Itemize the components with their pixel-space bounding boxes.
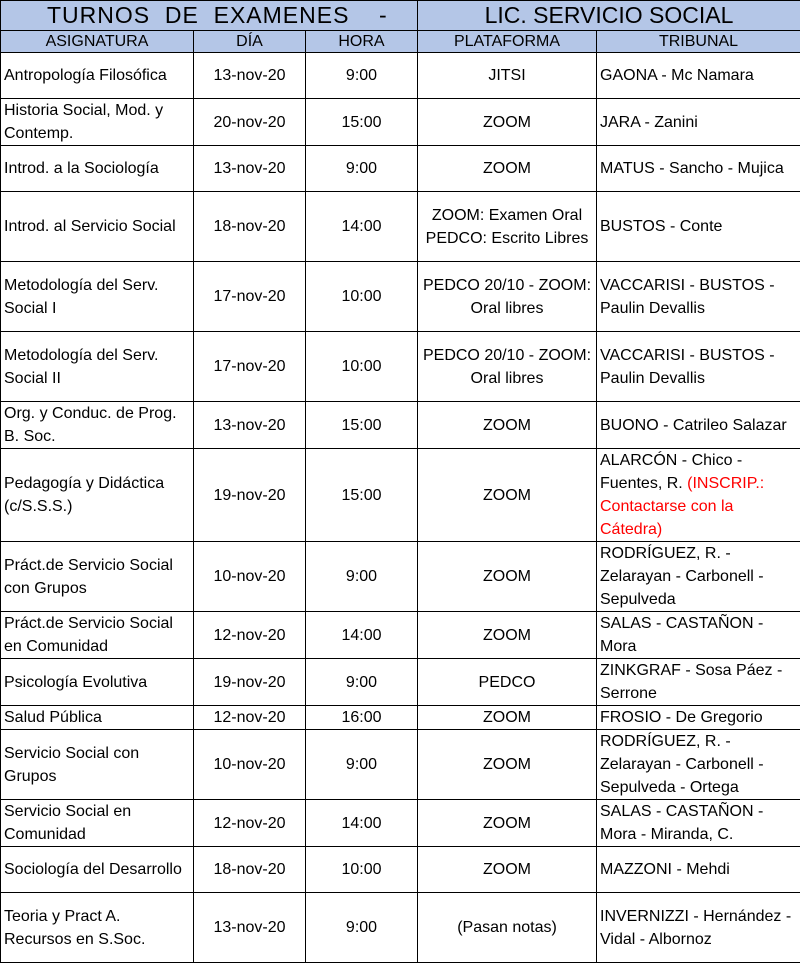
cell-plataforma bbox=[418, 146, 597, 192]
cell-dia-text: 19-nov-20 bbox=[213, 674, 285, 691]
cell-tribunal-text: BUONO - Catrileo Salazar bbox=[600, 417, 787, 434]
cell-asignatura bbox=[1, 449, 194, 542]
cell-dia-text: 12-nov-20 bbox=[213, 627, 285, 644]
cell-tribunal bbox=[597, 99, 800, 146]
cell-dia bbox=[194, 192, 306, 262]
cell-dia bbox=[194, 146, 306, 192]
cell-plataforma bbox=[418, 730, 597, 800]
cell-tribunal bbox=[597, 53, 800, 99]
cell-tribunal bbox=[597, 449, 800, 542]
cell-plataforma bbox=[418, 659, 597, 706]
cell-plataforma-text: PEDCO 20/10 - ZOOM: Oral libres bbox=[423, 347, 591, 387]
cell-hora-text: 15:00 bbox=[341, 114, 381, 131]
cell-plataforma-text: JITSI bbox=[488, 67, 525, 84]
table-body bbox=[1, 53, 800, 963]
cell-hora-text: 15:00 bbox=[341, 487, 381, 504]
table-row bbox=[1, 402, 800, 449]
column-header-plataforma: PLATAFORMA bbox=[418, 31, 597, 53]
cell-asignatura bbox=[1, 192, 194, 262]
cell-plataforma bbox=[418, 53, 597, 99]
cell-asignatura-text: Org. y Conduc. de Prog. B. Soc. bbox=[4, 405, 177, 445]
cell-dia bbox=[194, 847, 306, 893]
cell-plataforma-text: (Pasan notas) bbox=[457, 919, 557, 936]
cell-asignatura bbox=[1, 800, 194, 847]
cell-plataforma bbox=[418, 800, 597, 847]
cell-tribunal-text: BUSTOS - Conte bbox=[600, 218, 722, 235]
cell-plataforma-text: ZOOM bbox=[483, 487, 531, 504]
cell-asignatura-text: Introd. a la Sociología bbox=[4, 160, 159, 177]
cell-hora-text: 10:00 bbox=[341, 861, 381, 878]
cell-plataforma-text: ZOOM bbox=[483, 160, 531, 177]
cell-dia-text: 18-nov-20 bbox=[213, 861, 285, 878]
cell-plataforma bbox=[418, 449, 597, 542]
cell-asignatura bbox=[1, 99, 194, 146]
cell-tribunal bbox=[597, 847, 800, 893]
cell-hora bbox=[306, 332, 418, 402]
cell-tribunal-text: ALARCÓN - Chico - Fuentes, R. bbox=[600, 452, 742, 492]
cell-asignatura-text: Pedagogía y Didáctica (c/S.S.S.) bbox=[4, 475, 164, 515]
cell-asignatura-text: Psicología Evolutiva bbox=[4, 674, 147, 691]
cell-plataforma bbox=[418, 192, 597, 262]
cell-asignatura-text: Servicio Social en Comunidad bbox=[4, 803, 131, 843]
cell-tribunal bbox=[597, 730, 800, 800]
cell-plataforma bbox=[418, 612, 597, 659]
cell-asignatura bbox=[1, 542, 194, 612]
cell-tribunal-text: SALAS - CASTAÑON - Mora - Miranda, C. bbox=[600, 803, 763, 843]
cell-plataforma-text: ZOOM bbox=[483, 568, 531, 585]
cell-dia bbox=[194, 449, 306, 542]
cell-plataforma bbox=[418, 332, 597, 402]
cell-tribunal bbox=[597, 542, 800, 612]
cell-hora-text: 16:00 bbox=[341, 709, 381, 726]
cell-dia bbox=[194, 659, 306, 706]
cell-hora-text: 10:00 bbox=[341, 358, 381, 375]
cell-dia-text: 12-nov-20 bbox=[213, 815, 285, 832]
cell-tribunal-text: FROSIO - De Gregorio bbox=[600, 709, 763, 726]
cell-tribunal bbox=[597, 146, 800, 192]
cell-asignatura-text: Metodología del Serv. Social II bbox=[4, 347, 158, 387]
cell-asignatura-text: Antropología Filosófica bbox=[4, 67, 167, 84]
cell-asignatura-text: Servicio Social con Grupos bbox=[4, 745, 139, 785]
cell-hora-text: 9:00 bbox=[346, 160, 377, 177]
cell-hora-text: 14:00 bbox=[341, 627, 381, 644]
cell-dia bbox=[194, 706, 306, 730]
title-row bbox=[1, 1, 800, 31]
cell-asignatura-text: Sociología del Desarrollo bbox=[4, 861, 182, 878]
cell-plataforma-text: ZOOM bbox=[483, 756, 531, 773]
cell-tribunal bbox=[597, 332, 800, 402]
table-row bbox=[1, 332, 800, 402]
cell-asignatura-text: Práct.de Servicio Social con Grupos bbox=[4, 557, 173, 597]
cell-tribunal-text: SALAS - CASTAÑON - Mora bbox=[600, 615, 763, 655]
cell-hora-text: 9:00 bbox=[346, 67, 377, 84]
cell-dia-text: 17-nov-20 bbox=[213, 288, 285, 305]
cell-hora bbox=[306, 53, 418, 99]
cell-asignatura-text: Metodología del Serv. Social I bbox=[4, 277, 158, 317]
cell-plataforma bbox=[418, 542, 597, 612]
cell-tribunal-text: VACCARISI - BUSTOS - Paulin Devallis bbox=[600, 347, 775, 387]
cell-tribunal bbox=[597, 262, 800, 332]
cell-hora-text: 10:00 bbox=[341, 288, 381, 305]
cell-asignatura bbox=[1, 706, 194, 730]
cell-dia-text: 10-nov-20 bbox=[213, 568, 285, 585]
cell-hora-text: 9:00 bbox=[346, 756, 377, 773]
cell-tribunal-text: JARA - Zanini bbox=[600, 114, 698, 131]
table-row bbox=[1, 659, 800, 706]
cell-dia bbox=[194, 893, 306, 963]
cell-hora-text: 14:00 bbox=[341, 218, 381, 235]
cell-tribunal bbox=[597, 659, 800, 706]
column-header-dia: DÍA bbox=[194, 31, 306, 53]
cell-plataforma-text: PEDCO bbox=[479, 674, 536, 691]
cell-dia-text: 13-nov-20 bbox=[213, 160, 285, 177]
table-row bbox=[1, 730, 800, 800]
cell-dia bbox=[194, 332, 306, 402]
cell-dia-text: 13-nov-20 bbox=[213, 417, 285, 434]
cell-dia bbox=[194, 99, 306, 146]
cell-plataforma bbox=[418, 262, 597, 332]
cell-asignatura-text: Teoria y Pract A. Recursos en S.Soc. bbox=[4, 908, 145, 948]
cell-plataforma-text: ZOOM bbox=[483, 114, 531, 131]
cell-plataforma-text: ZOOM bbox=[483, 709, 531, 726]
column-header-asignatura: ASIGNATURA bbox=[1, 31, 194, 53]
cell-asignatura bbox=[1, 53, 194, 99]
table-row bbox=[1, 800, 800, 847]
cell-hora bbox=[306, 847, 418, 893]
cell-hora bbox=[306, 192, 418, 262]
cell-plataforma bbox=[418, 893, 597, 963]
cell-plataforma-text: PEDCO 20/10 - ZOOM: Oral libres bbox=[423, 277, 591, 317]
cell-hora bbox=[306, 800, 418, 847]
column-header-hora: HORA bbox=[306, 31, 418, 53]
cell-dia bbox=[194, 53, 306, 99]
cell-plataforma bbox=[418, 99, 597, 146]
table-row bbox=[1, 262, 800, 332]
table-row bbox=[1, 612, 800, 659]
cell-plataforma bbox=[418, 706, 597, 730]
title-left: TURNOS DE EXAMENES - bbox=[1, 1, 418, 31]
cell-tribunal-text: VACCARISI - BUSTOS - Paulin Devallis bbox=[600, 277, 775, 317]
table-row bbox=[1, 99, 800, 146]
table-row bbox=[1, 542, 800, 612]
cell-plataforma-text: ZOOM bbox=[483, 417, 531, 434]
cell-asignatura bbox=[1, 262, 194, 332]
cell-plataforma bbox=[418, 402, 597, 449]
cell-dia-text: 10-nov-20 bbox=[213, 756, 285, 773]
cell-asignatura-text: Práct.de Servicio Social en Comunidad bbox=[4, 615, 173, 655]
cell-plataforma-text: ZOOM bbox=[483, 815, 531, 832]
cell-plataforma bbox=[418, 847, 597, 893]
cell-dia-text: 18-nov-20 bbox=[213, 218, 285, 235]
cell-tribunal-text: INVERNIZZI - Hernández - Vidal - Albornoz bbox=[600, 908, 791, 948]
cell-hora-text: 9:00 bbox=[346, 568, 377, 585]
cell-hora-text: 14:00 bbox=[341, 815, 381, 832]
cell-hora bbox=[306, 99, 418, 146]
table-row bbox=[1, 847, 800, 893]
cell-dia-text: 20-nov-20 bbox=[213, 114, 285, 131]
cell-tribunal-text: ZINKGRAF - Sosa Páez - Serrone bbox=[600, 662, 782, 702]
cell-dia-text: 12-nov-20 bbox=[213, 709, 285, 726]
cell-dia bbox=[194, 402, 306, 449]
cell-tribunal-text: GAONA - Mc Namara bbox=[600, 67, 754, 84]
table-row bbox=[1, 706, 800, 730]
cell-tribunal bbox=[597, 800, 800, 847]
cell-tribunal bbox=[597, 706, 800, 730]
cell-hora-text: 15:00 bbox=[341, 417, 381, 434]
table-row bbox=[1, 192, 800, 262]
cell-tribunal bbox=[597, 402, 800, 449]
cell-tribunal bbox=[597, 612, 800, 659]
cell-asignatura bbox=[1, 730, 194, 800]
cell-hora bbox=[306, 706, 418, 730]
cell-tribunal-text: MATUS - Sancho - Mujica bbox=[600, 160, 784, 177]
cell-dia bbox=[194, 730, 306, 800]
cell-asignatura bbox=[1, 146, 194, 192]
column-header-tribunal: TRIBUNAL bbox=[597, 31, 800, 53]
cell-tribunal-text: RODRÍGUEZ, R. - Zelarayan - Carbonell - Sepulveda - Ortega bbox=[600, 733, 764, 796]
cell-dia-text: 13-nov-20 bbox=[213, 919, 285, 936]
table-row bbox=[1, 893, 800, 963]
cell-dia bbox=[194, 262, 306, 332]
cell-hora bbox=[306, 659, 418, 706]
cell-tribunal-text: MAZZONI - Mehdi bbox=[600, 861, 730, 878]
cell-tribunal bbox=[597, 893, 800, 963]
cell-hora bbox=[306, 730, 418, 800]
table-row bbox=[1, 53, 800, 99]
title-right: LIC. SERVICIO SOCIAL bbox=[418, 1, 800, 31]
cell-dia bbox=[194, 542, 306, 612]
cell-asignatura-text: Introd. al Servicio Social bbox=[4, 218, 176, 235]
cell-hora-text: 9:00 bbox=[346, 919, 377, 936]
cell-asignatura bbox=[1, 847, 194, 893]
cell-hora bbox=[306, 262, 418, 332]
cell-asignatura bbox=[1, 612, 194, 659]
cell-hora-text: 9:00 bbox=[346, 674, 377, 691]
cell-asignatura bbox=[1, 332, 194, 402]
cell-hora bbox=[306, 449, 418, 542]
cell-dia-text: 13-nov-20 bbox=[213, 67, 285, 84]
cell-tribunal-text: RODRÍGUEZ, R. - Zelarayan - Carbonell - Sepulveda bbox=[600, 545, 764, 608]
inscription-note: (INSCRIP.: Contactarse con la Cátedra) bbox=[600, 475, 764, 538]
cell-dia-text: 19-nov-20 bbox=[213, 487, 285, 504]
table-row bbox=[1, 449, 800, 542]
cell-asignatura bbox=[1, 893, 194, 963]
cell-plataforma-text: ZOOM: Examen Oral PEDCO: Escrito Libres bbox=[426, 207, 589, 247]
cell-hora bbox=[306, 146, 418, 192]
cell-dia bbox=[194, 800, 306, 847]
cell-asignatura bbox=[1, 659, 194, 706]
cell-asignatura-text: Historia Social, Mod. y Contemp. bbox=[4, 102, 163, 142]
cell-hora bbox=[306, 542, 418, 612]
cell-hora bbox=[306, 612, 418, 659]
cell-plataforma-text: ZOOM bbox=[483, 627, 531, 644]
cell-hora bbox=[306, 402, 418, 449]
header-row bbox=[1, 31, 800, 53]
cell-dia-text: 17-nov-20 bbox=[213, 358, 285, 375]
cell-tribunal bbox=[597, 192, 800, 262]
cell-asignatura-text: Salud Pública bbox=[4, 709, 102, 726]
cell-hora bbox=[306, 893, 418, 963]
cell-dia bbox=[194, 612, 306, 659]
cell-asignatura bbox=[1, 402, 194, 449]
table-row bbox=[1, 146, 800, 192]
cell-plataforma-text: ZOOM bbox=[483, 861, 531, 878]
